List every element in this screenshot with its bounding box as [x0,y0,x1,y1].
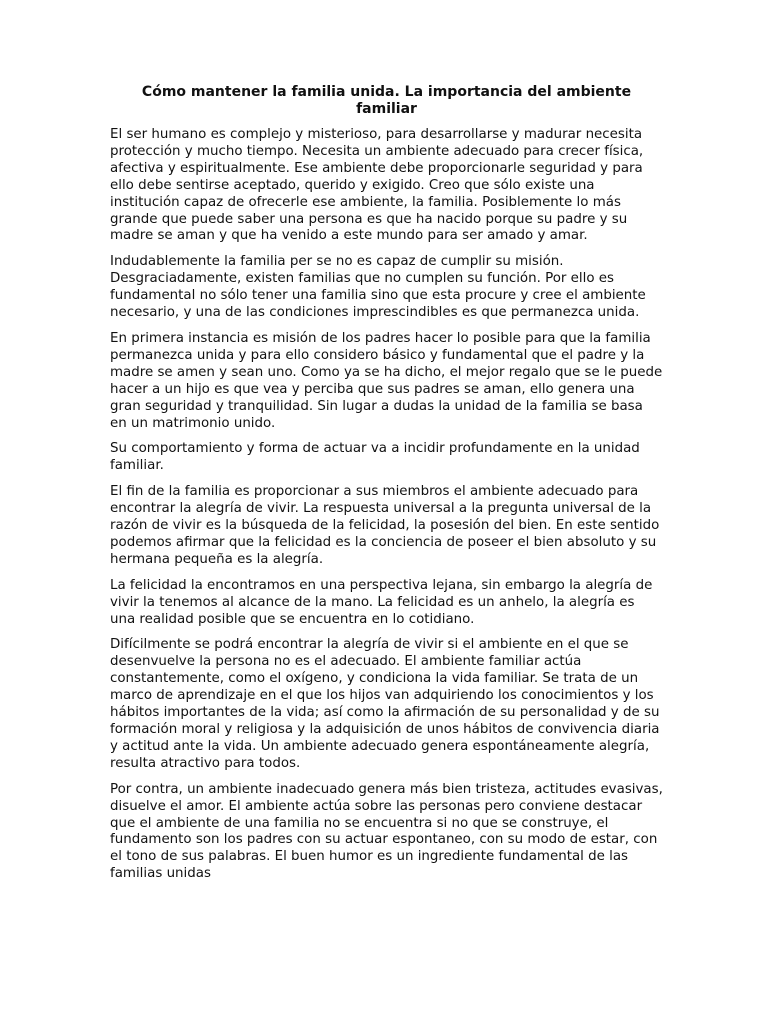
paragraph-8: Por contra, un ambiente inadecuado genera más bien tristeza, actitudes evasivas, disuelve el amor. El ambiente actúa sobre las personas pero conviene destacar que el ambiente de una familia no se encuentra si no que se construye, el fundamento son los padres con su actuar espontaneo, con su modo de estar, con el tono de sus palabras. El buen humor es un ingrediente fundamental de las familias unidas [110,781,663,882]
document-title: Cómo mantener la familia unida. La importancia del ambiente familiar [141,84,632,117]
paragraph-5: El fin de la familia es proporcionar a sus miembros el ambiente adecuado para encontrar la alegría de vivir. La respuesta universal a la pregunta universal de la razón de vivir es la búsqueda de la felicidad, la posesión del bien. En este sentido podemos afirmar que la felicidad es la conciencia de poseer el bien absoluto y su hermana pequeña es la alegría. [110,484,660,567]
paragraph-3: En primera instancia es misión de los padres hacer lo posible para que la familia permanezca unida y para ello considero básico y fundamental que el padre y la madre se amen y sean uno. Como ya se ha dicho, el mejor regalo que se le puede hacer a un hijo es que vea y perciba que sus padres se aman, ello genera una gran seguridad y tranquilidad. Sin lugar a dudas la unidad de la familia se basa en un matrimonio unido. [110,330,663,431]
paragraph-6: La felicidad la encontramos en una perspectiva lejana, sin embargo la alegría de vivir la tenemos al alcance de la mano. La felicidad es un anhelo, la alegría es una realidad posible que se encuentra en lo cotidiano. [110,577,653,627]
document-page [110,84,663,892]
paragraph-7: Difícilmente se podrá encontrar la alegría de vivir si el ambiente en el que se desenvuelve la persona no es el adecuado. El ambiente familiar actúa constantemente, como el oxígeno, y condiciona la vida familiar. Se trata de un marco de aprendizaje en el que los hijos van adquiriendo los conocimientos y los hábitos importantes de la vida; así como la afirmación de su personalidad y de su formación moral y religiosa y la adquisición de unos hábitos de convivencia diaria y actitud ante la vida. Un ambiente adecuado genera espontáneamente alegría, resulta atractivo para todos. [110,637,660,771]
paragraph-2: Indudablemente la familia per se no es capaz de cumplir su misión. Desgraciadamente, existen familias que no cumplen su función. Por ello es fundamental no sólo tener una familia sino que esta procure y cree el ambiente necesario, y una de las condiciones imprescindibles es que permanezca unida. [110,254,646,321]
paragraph-4: Su comportamiento y forma de actuar va a incidir profundamente en la unidad familiar. [110,441,640,474]
paragraph-1: El ser humano es complejo y misterioso, para desarrollarse y madurar necesita protección y mucho tiempo. Necesita un ambiente adecuado para crecer física, afectiva y espiritualmente. Ese ambiente debe proporcionarle seguridad y para ello debe sentirse aceptado, querido y exigido. Creo que sólo existe una institución capaz de ofrecerle ese ambiente, la familia. Posiblemente lo más grande que puede saber una persona es que ha nacido porque su padre y su madre se aman y que ha venido a este mundo para ser amado y amar. [110,127,644,244]
